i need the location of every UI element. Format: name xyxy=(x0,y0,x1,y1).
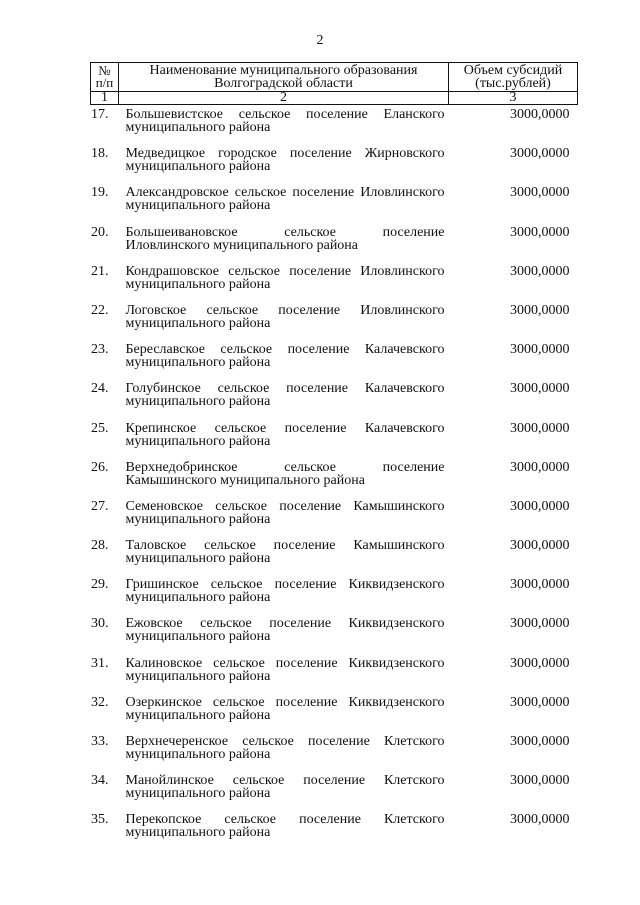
municipality-name: Большеивановское сельское поселение Иловлинского муниципального района xyxy=(125,224,445,253)
municipality-name: Логовское сельское поселение Иловлинского муниципального района xyxy=(125,302,445,331)
column-index-row xyxy=(91,92,578,105)
column-index: 1 xyxy=(91,92,119,105)
row-number: 18. xyxy=(91,146,109,162)
table-row xyxy=(91,657,578,696)
page-number: 2 xyxy=(316,33,324,48)
row-number: 23. xyxy=(91,342,109,358)
table-row xyxy=(91,617,578,656)
municipality-name: Береславское сельское поселение Калачевского муниципального района xyxy=(125,342,445,371)
subsidy-amount: 3000,0000 xyxy=(510,146,570,162)
row-number: 30. xyxy=(91,616,109,632)
table-body xyxy=(91,105,578,853)
column-index: 3 xyxy=(449,92,578,105)
subsidy-amount: 3000,0000 xyxy=(510,655,570,671)
municipality-name: Калиновское сельское поселение Киквидзенского муниципального района xyxy=(125,655,445,684)
municipality-name: Верхнедобринское сельское поселение Камышинского муниципального района xyxy=(125,459,445,488)
table-row xyxy=(91,461,578,500)
column-header-number xyxy=(91,63,119,92)
table-row xyxy=(91,422,578,461)
row-number: 27. xyxy=(91,498,109,514)
subsidy-amount: 3000,0000 xyxy=(510,538,570,554)
table-row xyxy=(91,105,578,148)
subsidy-amount: 3000,0000 xyxy=(510,263,570,279)
column-header-name-line: Наименование муниципального образования xyxy=(149,63,418,78)
column-header-amount-line: (тыс.рублей) xyxy=(475,76,551,91)
subsidy-amount: 3000,0000 xyxy=(510,616,570,632)
table-row xyxy=(91,500,578,539)
row-number: 22. xyxy=(91,302,109,318)
subsidy-amount: 3000,0000 xyxy=(510,381,570,397)
municipality-name: Гришинское сельское поселение Киквидзенского муниципального района xyxy=(125,577,445,606)
row-number: 24. xyxy=(91,381,109,397)
subsidy-amount: 3000,0000 xyxy=(510,107,570,122)
row-number: 25. xyxy=(91,420,109,436)
row-number: 26. xyxy=(91,459,109,475)
subsidy-amount: 3000,0000 xyxy=(510,577,570,593)
column-header-amount xyxy=(449,63,578,92)
subsidy-amount: 3000,0000 xyxy=(510,420,570,436)
municipality-name: Голубинское сельское поселение Калачевского муниципального района xyxy=(125,381,445,410)
subsidy-amount: 3000,0000 xyxy=(510,694,570,710)
table-row xyxy=(91,774,578,813)
municipality-name: Александровское сельское поселение Иловлинского муниципального района xyxy=(125,185,445,214)
municipality-name: Семеновское сельское поселение Камышинского муниципального района xyxy=(125,498,445,527)
table-row xyxy=(91,147,578,186)
row-number: 20. xyxy=(91,224,109,240)
table-row xyxy=(91,343,578,382)
column-header-number-line: п/п xyxy=(95,75,114,90)
row-number: 29. xyxy=(91,577,109,593)
table-row xyxy=(91,186,578,225)
subsidy-amount: 3000,0000 xyxy=(510,224,570,240)
subsidy-amount: 3000,0000 xyxy=(510,734,570,749)
municipality-name: Ежовское сельское поселение Киквидзенского муниципального района xyxy=(125,616,445,645)
municipality-name: Кондрашовское сельское поселение Иловлинского муниципального района xyxy=(125,263,445,292)
municipality-name: Большевистское сельское поселение Еланского муниципального района xyxy=(125,107,445,135)
subsidy-amount: 3000,0000 xyxy=(510,812,570,828)
municipality-name: Манойлинское сельское поселение Клетского муниципального района xyxy=(125,773,445,802)
column-header-amount-line: Объем субсидий xyxy=(463,63,563,78)
table-row xyxy=(91,265,578,304)
column-header-number-line: № xyxy=(98,63,111,78)
subsidy-amount: 3000,0000 xyxy=(510,185,570,201)
table-row xyxy=(91,735,578,774)
row-number: 19. xyxy=(91,185,109,201)
subsidy-amount: 3000,0000 xyxy=(510,459,570,475)
table-row xyxy=(91,539,578,578)
column-header-name-line: Волгоградской области xyxy=(214,76,353,91)
column-header-name xyxy=(119,63,449,92)
table-header-row xyxy=(91,63,578,92)
table-row xyxy=(91,813,578,852)
subsidy-table xyxy=(90,62,578,853)
municipality-name: Верхнечеренское сельское поселение Клетского муниципального района xyxy=(125,734,445,762)
table-row xyxy=(91,304,578,343)
row-number: 34. xyxy=(91,773,109,789)
row-number: 35. xyxy=(91,812,109,828)
subsidy-amount: 3000,0000 xyxy=(510,498,570,514)
subsidy-amount: 3000,0000 xyxy=(510,302,570,318)
municipality-name: Озеркинское сельское поселение Киквидзенского муниципального района xyxy=(125,694,445,723)
row-number: 17. xyxy=(91,107,109,122)
table-row xyxy=(91,382,578,421)
table-row xyxy=(91,696,578,735)
municipality-name: Перекопское сельское поселение Клетского муниципального района xyxy=(125,812,445,841)
subsidy-amount: 3000,0000 xyxy=(510,342,570,358)
row-number: 32. xyxy=(91,694,109,710)
row-number: 31. xyxy=(91,655,109,671)
table-row xyxy=(91,578,578,617)
table-row xyxy=(91,226,578,265)
column-index: 2 xyxy=(119,92,449,105)
row-number: 33. xyxy=(91,734,109,749)
subsidy-amount: 3000,0000 xyxy=(510,773,570,789)
row-number: 21. xyxy=(91,263,109,279)
municipality-name: Крепинское сельское поселение Калачевского муниципального района xyxy=(125,420,445,449)
row-number: 28. xyxy=(91,538,109,554)
municipality-name: Таловское сельское поселение Камышинского муниципального района xyxy=(125,538,445,567)
municipality-name: Медведицкое городское поселение Жирновского муниципального района xyxy=(125,146,445,175)
